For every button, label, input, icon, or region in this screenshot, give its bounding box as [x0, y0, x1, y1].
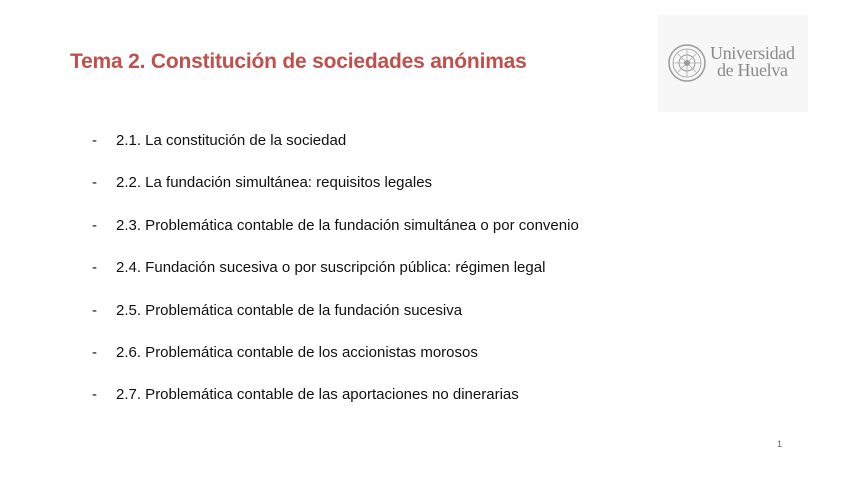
list-bullet: - — [92, 216, 97, 234]
list-item-text: 2.2. La fundación simultánea: requisitos legales — [116, 174, 433, 192]
logo-wordmark — [710, 45, 795, 79]
logo-line-1: Universidad — [710, 43, 795, 63]
slide-title: Tema 2. Constitución de sociedades anónimas — [70, 50, 527, 73]
list-bullet: - — [92, 259, 97, 277]
list-item-text: 2.6. Problemática contable de los accionistas morosos — [116, 343, 478, 361]
list-item — [92, 382, 579, 424]
list-bullet: - — [92, 301, 97, 319]
list-item — [92, 213, 579, 255]
list-item — [92, 340, 579, 382]
university-logo — [658, 15, 808, 112]
list-bullet: - — [92, 386, 97, 404]
list-item-text: 2.4. Fundación sucesiva o por suscripción pública: régimen legal — [116, 259, 546, 277]
list-bullet: - — [92, 343, 97, 361]
list-item-text: 2.3. Problemática contable de la fundación simultánea o por convenio — [116, 216, 579, 234]
list-item — [92, 255, 579, 297]
list-item-text: 2.5. Problemática contable de la fundación sucesiva — [116, 301, 463, 319]
topic-list — [92, 128, 579, 425]
list-bullet: - — [92, 132, 97, 149]
university-seal-icon — [667, 43, 707, 83]
list-bullet: - — [92, 174, 97, 192]
list-item-text: 2.7. Problemática contable de las aportaciones no dinerarias — [116, 386, 519, 404]
list-item — [92, 170, 579, 212]
list-item-text: 2.1. La constitución de la sociedad — [116, 132, 347, 149]
list-item — [92, 298, 579, 340]
logo-line-2: de Huelva — [716, 60, 788, 80]
list-item — [92, 128, 579, 170]
page-number: 1 — [777, 439, 783, 449]
